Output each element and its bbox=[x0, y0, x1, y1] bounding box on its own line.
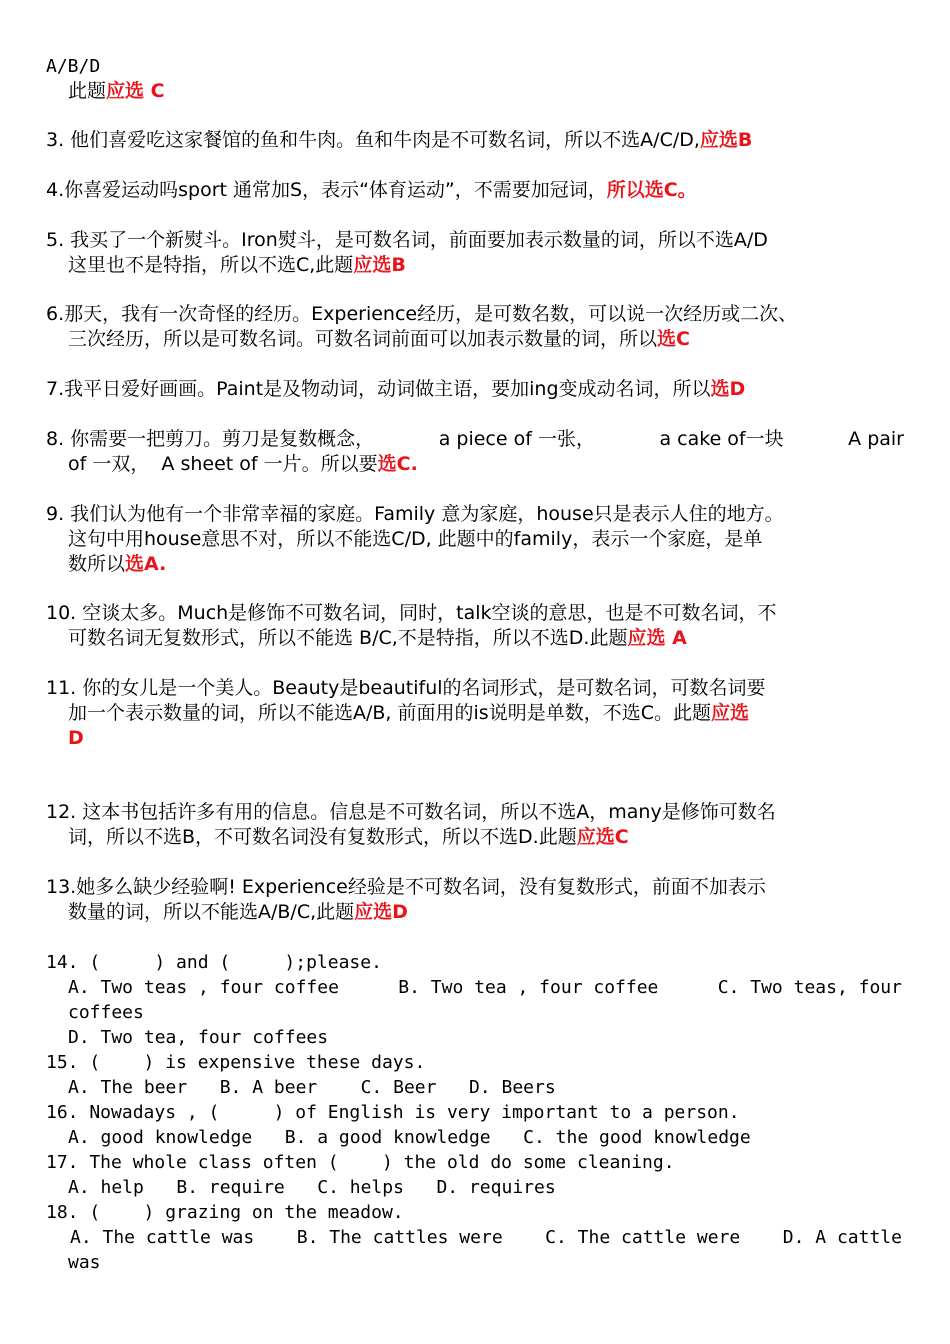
q17-stem: 17. The whole class often ( ) the old do some cleaning. bbox=[46, 1152, 675, 1173]
option-a: A. Two teas , four coffee bbox=[68, 977, 339, 998]
q18-stem: 18. ( ) grazing on the meadow. bbox=[46, 1202, 404, 1223]
q14-options bbox=[68, 975, 902, 1000]
q8-line-2 bbox=[68, 452, 418, 477]
q11-line-1: 11. 你的女儿是一个美人。Beauty是beautiful的名词形式，是可数名词，可数名词要 bbox=[46, 677, 766, 699]
q7-line bbox=[46, 377, 745, 402]
q4-line bbox=[46, 178, 697, 203]
text: 此题 bbox=[68, 80, 107, 102]
answer: 应选B bbox=[699, 129, 753, 151]
answer: 应选 A bbox=[627, 627, 687, 649]
option-c: C. The cattle were bbox=[545, 1227, 741, 1248]
option-d: D. A cattle bbox=[782, 1227, 902, 1248]
answer: 所以选C。 bbox=[606, 179, 697, 201]
q17-options: A. help B. require C. helps D. requires bbox=[68, 1177, 556, 1198]
q9-line-1: 9. 我们认为他有一个非常幸福的家庭。Family 意为家庭，house只是表示人住的地方。 bbox=[46, 503, 784, 525]
q8-line-1 bbox=[46, 427, 904, 452]
text: 词，所以不选B，不可数名词没有复数形式，所以不选D.此题 bbox=[68, 826, 577, 848]
q10-line-1: 10. 空谈太多。Much是修饰不可数名词，同时，talk空谈的意思，也是不可数名词，不 bbox=[46, 602, 777, 624]
text: 这里也不是特指，所以不选C,此题 bbox=[68, 254, 354, 276]
text: 7.我平日爱好画画。Paint是及物动词，动词做主语，要加ing变成动名词，所以 bbox=[46, 378, 711, 400]
answer: 选D bbox=[710, 378, 746, 400]
q3-line bbox=[46, 128, 752, 153]
option-b: B. Two tea , four coffee bbox=[398, 977, 659, 998]
text: of 一双， A sheet of 一片。所以要 bbox=[68, 453, 378, 475]
text: 加一个表示数量的词，所以不能选A/B, 前面用的is说明是单数，不选C。此题 bbox=[68, 702, 711, 724]
q14-options-wrap: coffees bbox=[68, 1002, 144, 1023]
answer: 选C bbox=[657, 328, 690, 350]
q14-option-d: D. Two tea, four coffees bbox=[68, 1027, 329, 1048]
q9-line-2: 这句中用house意思不对，所以不能选C/D, 此题中的family，表示一个家庭，是单 bbox=[68, 528, 763, 550]
answer: 应选D bbox=[354, 901, 408, 923]
q11-line-2 bbox=[68, 701, 749, 726]
text: 4.你喜爱运动吗sport 通常加S，表示“体育运动”，不需要加冠词， bbox=[46, 179, 607, 201]
q6-line-1: 6.那天，我有一次奇怪的经历。Experience经历，是可数名数，可以说一次经历或二次、 bbox=[46, 303, 798, 325]
q15-options: A. The beer B. A beer C. Beer D. Beers bbox=[68, 1077, 556, 1098]
q11-line-3: D bbox=[68, 727, 84, 749]
q13-line-2 bbox=[68, 900, 408, 925]
option-c: C. Two teas, four bbox=[717, 977, 902, 998]
answer: 选A. bbox=[125, 553, 167, 575]
text: 8. 你需要一把剪刀。剪刀是复数概念， bbox=[46, 428, 375, 450]
q18-options bbox=[70, 1225, 902, 1250]
text: A pair bbox=[848, 428, 904, 450]
text: 数量的词，所以不能选A/B/C,此题 bbox=[68, 901, 355, 923]
answer: 应选 C bbox=[106, 80, 165, 102]
q5-line-1: 5. 我买了一个新熨斗。Iron熨斗，是可数名词，前面要加表示数量的词，所以不选A/D bbox=[46, 229, 768, 251]
q13-line-1: 13.她多么缺少经验啊! Experience经验是不可数名词，没有复数形式，前面不加表示 bbox=[46, 876, 766, 898]
answer: 选C. bbox=[377, 453, 418, 475]
q14-stem: 14. ( ) and ( );please. bbox=[46, 952, 382, 973]
answer: 应选B bbox=[353, 254, 406, 276]
q5-line-2 bbox=[68, 253, 406, 278]
text: a cake of一块 bbox=[659, 428, 784, 450]
q6-line-2 bbox=[68, 327, 690, 352]
q16-options: A. good knowledge B. a good knowledge C. the good knowledge bbox=[68, 1127, 751, 1148]
q12-line-2 bbox=[68, 825, 629, 850]
option-b: B. The cattles were bbox=[296, 1227, 503, 1248]
top-line-2 bbox=[68, 79, 165, 104]
answer: 应选 bbox=[710, 702, 749, 724]
text: a piece of 一张， bbox=[438, 428, 595, 450]
q10-line-2 bbox=[68, 626, 687, 651]
q9-line-3 bbox=[68, 552, 166, 577]
option-a: A. The cattle was bbox=[70, 1227, 255, 1248]
text: 数所以 bbox=[68, 553, 126, 575]
q12-line-1: 12. 这本书包括许多有用的信息。信息是不可数名词，所以不选A，many是修饰可数名 bbox=[46, 801, 776, 823]
text: 可数名词无复数形式，所以不能选 B/C,不是特指，所以不选D.此题 bbox=[68, 627, 628, 649]
q15-stem: 15. ( ) is expensive these days. bbox=[46, 1052, 426, 1073]
q16-stem: 16. Nowadays , ( ) of English is very important to a person. bbox=[46, 1102, 740, 1123]
top-line-1: A/B/D bbox=[46, 56, 101, 77]
answer: 应选C bbox=[576, 826, 629, 848]
q18-options-wrap: was bbox=[68, 1252, 101, 1273]
text: 三次经历，所以是可数名词。可数名词前面可以加表示数量的词，所以 bbox=[68, 328, 658, 350]
text: 3. 他们喜爱吃这家餐馆的鱼和牛肉。鱼和牛肉是不可数名词，所以不选A/C/D, bbox=[46, 129, 700, 151]
